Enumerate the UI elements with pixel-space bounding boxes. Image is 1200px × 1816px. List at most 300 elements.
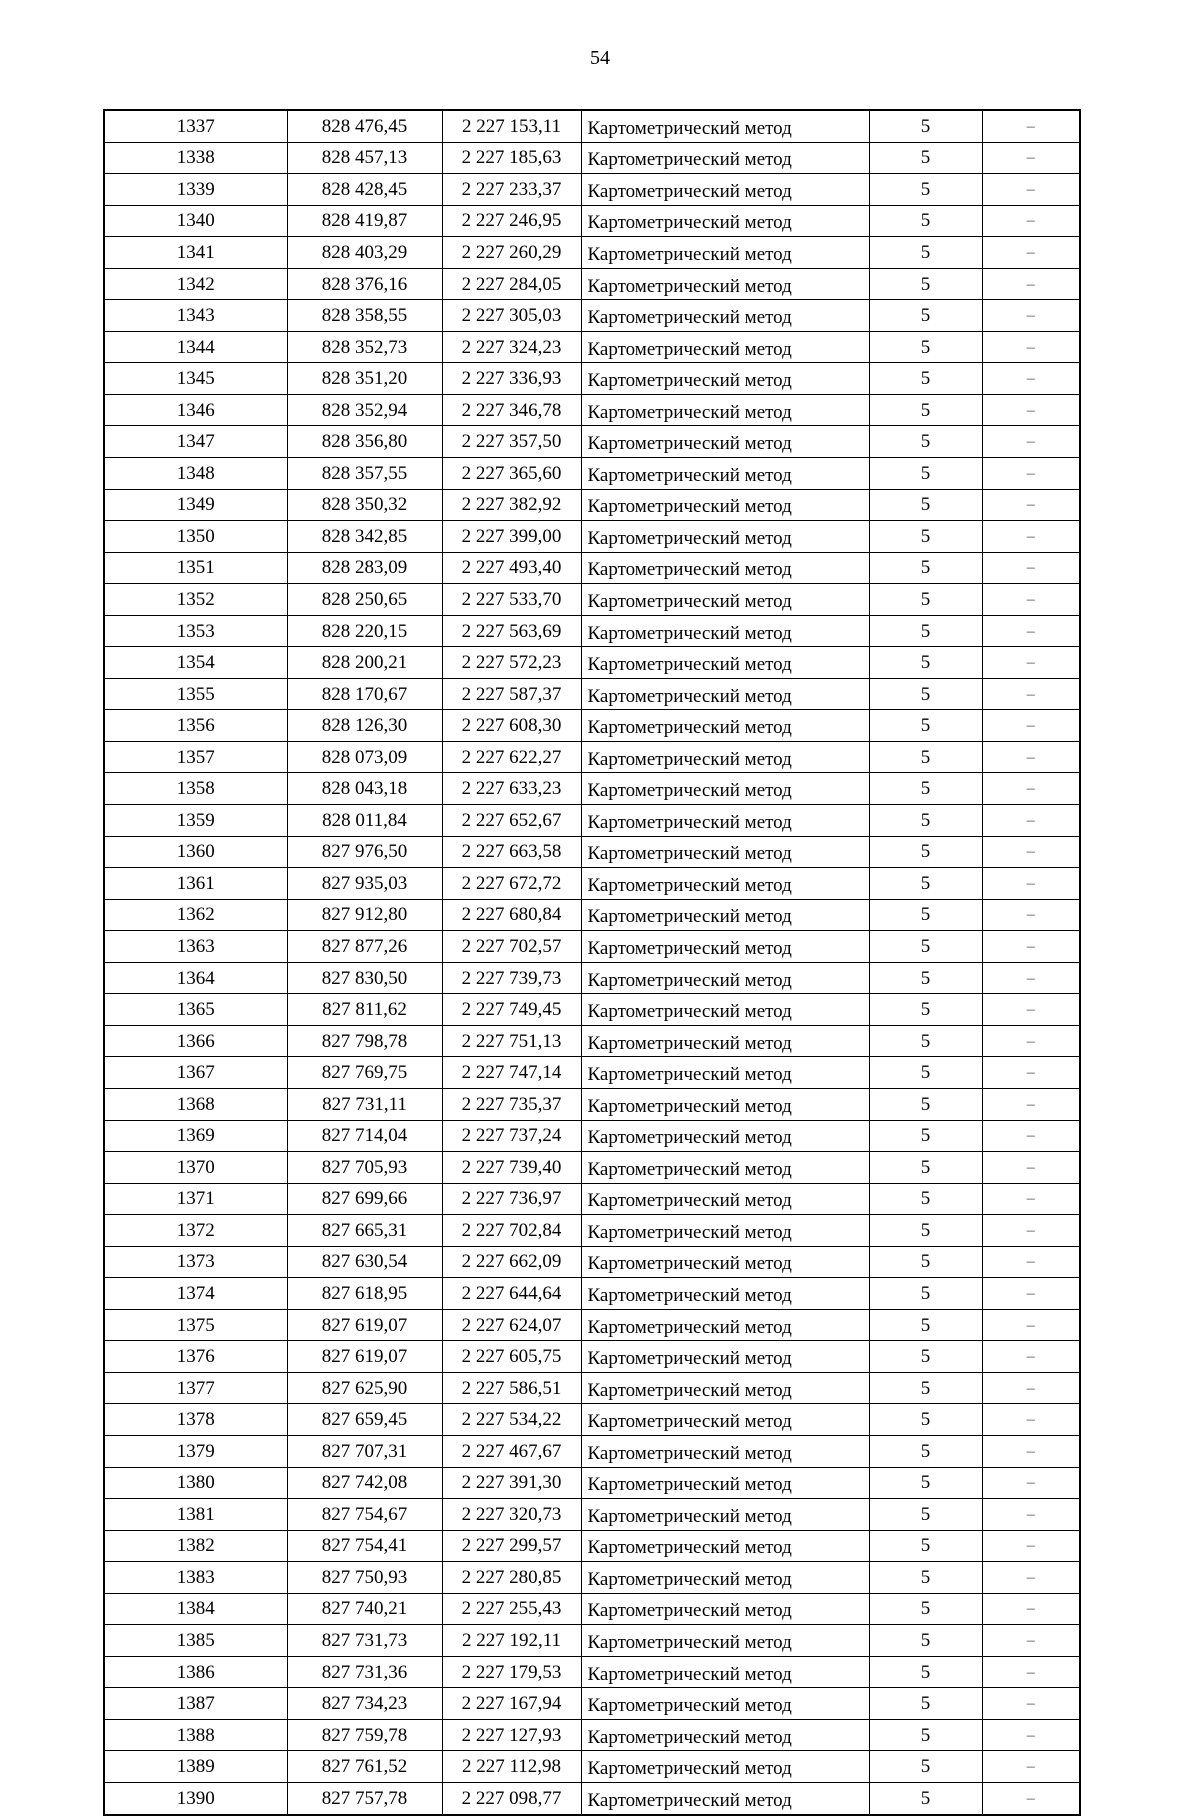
coordinate-x-cell: 828 352,73 bbox=[287, 331, 442, 363]
method-cell: Картометрический метод bbox=[581, 678, 869, 710]
table-row bbox=[104, 994, 1080, 1026]
coordinate-y-cell: 2 227 098,77 bbox=[442, 1782, 581, 1814]
table-row bbox=[104, 773, 1080, 805]
note-cell: – bbox=[982, 331, 1080, 363]
method-cell: Картометрический метод bbox=[581, 710, 869, 742]
method-cell: Картометрический метод bbox=[581, 458, 869, 490]
note-cell: – bbox=[982, 1435, 1080, 1467]
coordinate-y-cell: 2 227 652,67 bbox=[442, 805, 581, 837]
point-number-cell: 1339 bbox=[104, 174, 287, 206]
note-cell: – bbox=[982, 1562, 1080, 1594]
accuracy-cell: 5 bbox=[869, 363, 982, 395]
note-cell: – bbox=[982, 1782, 1080, 1814]
coordinate-x-cell: 828 350,32 bbox=[287, 489, 442, 521]
method-cell: Картометрический метод bbox=[581, 331, 869, 363]
coordinate-x-cell: 827 811,62 bbox=[287, 994, 442, 1026]
coordinate-x-cell: 827 731,36 bbox=[287, 1656, 442, 1688]
coordinate-x-cell: 828 250,65 bbox=[287, 584, 442, 616]
coordinate-x-cell: 827 734,23 bbox=[287, 1688, 442, 1720]
accuracy-cell: 5 bbox=[869, 1372, 982, 1404]
point-number-cell: 1348 bbox=[104, 458, 287, 490]
coordinate-x-cell: 827 707,31 bbox=[287, 1435, 442, 1467]
coordinate-y-cell: 2 227 185,63 bbox=[442, 142, 581, 174]
accuracy-cell: 5 bbox=[869, 110, 982, 142]
accuracy-cell: 5 bbox=[869, 868, 982, 900]
coordinate-y-cell: 2 227 305,03 bbox=[442, 300, 581, 332]
coordinate-x-cell: 828 476,45 bbox=[287, 110, 442, 142]
point-number-cell: 1350 bbox=[104, 521, 287, 553]
note-cell: – bbox=[982, 1372, 1080, 1404]
coordinate-y-cell: 2 227 533,70 bbox=[442, 584, 581, 616]
method-cell: Картометрический метод bbox=[581, 394, 869, 426]
note-cell: – bbox=[982, 1088, 1080, 1120]
coordinate-y-cell: 2 227 672,72 bbox=[442, 868, 581, 900]
coordinate-x-cell: 828 073,09 bbox=[287, 741, 442, 773]
coordinate-x-cell: 827 659,45 bbox=[287, 1404, 442, 1436]
point-number-cell: 1379 bbox=[104, 1435, 287, 1467]
note-cell: – bbox=[982, 1404, 1080, 1436]
method-cell: Картометрический метод bbox=[581, 1341, 869, 1373]
accuracy-cell: 5 bbox=[869, 647, 982, 679]
coordinate-x-cell: 827 618,95 bbox=[287, 1278, 442, 1310]
method-cell: Картометрический метод bbox=[581, 1183, 869, 1215]
method-cell: Картометрический метод bbox=[581, 1057, 869, 1089]
note-cell: – bbox=[982, 458, 1080, 490]
coordinate-x-cell: 827 619,07 bbox=[287, 1309, 442, 1341]
note-cell: – bbox=[982, 521, 1080, 553]
coordinate-y-cell: 2 227 749,45 bbox=[442, 994, 581, 1026]
coordinate-y-cell: 2 227 572,23 bbox=[442, 647, 581, 679]
coordinate-y-cell: 2 227 534,22 bbox=[442, 1404, 581, 1436]
table-row bbox=[104, 552, 1080, 584]
coordinate-y-cell: 2 227 702,84 bbox=[442, 1215, 581, 1247]
method-cell: Картометрический метод bbox=[581, 1467, 869, 1499]
coordinate-x-cell: 827 630,54 bbox=[287, 1246, 442, 1278]
coordinate-x-cell: 827 935,03 bbox=[287, 868, 442, 900]
method-cell: Картометрический метод bbox=[581, 300, 869, 332]
method-cell: Картометрический метод bbox=[581, 994, 869, 1026]
coordinate-y-cell: 2 227 739,40 bbox=[442, 1152, 581, 1184]
table-row bbox=[104, 1719, 1080, 1751]
note-cell: – bbox=[982, 1499, 1080, 1531]
point-number-cell: 1377 bbox=[104, 1372, 287, 1404]
method-cell: Картометрический метод bbox=[581, 1499, 869, 1531]
method-cell: Картометрический метод bbox=[581, 741, 869, 773]
point-number-cell: 1361 bbox=[104, 868, 287, 900]
method-cell: Картометрический метод bbox=[581, 1625, 869, 1657]
table-row bbox=[104, 1435, 1080, 1467]
note-cell: – bbox=[982, 174, 1080, 206]
note-cell: – bbox=[982, 1183, 1080, 1215]
method-cell: Картометрический метод bbox=[581, 142, 869, 174]
point-number-cell: 1370 bbox=[104, 1152, 287, 1184]
method-cell: Картометрический метод bbox=[581, 868, 869, 900]
method-cell: Картометрический метод bbox=[581, 426, 869, 458]
table-row bbox=[104, 1246, 1080, 1278]
accuracy-cell: 5 bbox=[869, 426, 982, 458]
point-number-cell: 1386 bbox=[104, 1656, 287, 1688]
point-number-cell: 1367 bbox=[104, 1057, 287, 1089]
coordinate-y-cell: 2 227 284,05 bbox=[442, 268, 581, 300]
table-row bbox=[104, 805, 1080, 837]
method-cell: Картометрический метод bbox=[581, 1593, 869, 1625]
point-number-cell: 1351 bbox=[104, 552, 287, 584]
table-row bbox=[104, 741, 1080, 773]
point-number-cell: 1372 bbox=[104, 1215, 287, 1247]
table-row bbox=[104, 1120, 1080, 1152]
coordinate-y-cell: 2 227 751,13 bbox=[442, 1025, 581, 1057]
note-cell: – bbox=[982, 205, 1080, 237]
method-cell: Картометрический метод bbox=[581, 1719, 869, 1751]
point-number-cell: 1375 bbox=[104, 1309, 287, 1341]
accuracy-cell: 5 bbox=[869, 899, 982, 931]
coordinate-y-cell: 2 227 736,97 bbox=[442, 1183, 581, 1215]
point-number-cell: 1369 bbox=[104, 1120, 287, 1152]
method-cell: Картометрический метод bbox=[581, 1278, 869, 1310]
note-cell: – bbox=[982, 1656, 1080, 1688]
point-number-cell: 1390 bbox=[104, 1782, 287, 1814]
accuracy-cell: 5 bbox=[869, 1120, 982, 1152]
accuracy-cell: 5 bbox=[869, 1688, 982, 1720]
method-cell: Картометрический метод bbox=[581, 1372, 869, 1404]
coordinate-x-cell: 827 750,93 bbox=[287, 1562, 442, 1594]
method-cell: Картометрический метод bbox=[581, 931, 869, 963]
method-cell: Картометрический метод bbox=[581, 1656, 869, 1688]
accuracy-cell: 5 bbox=[869, 836, 982, 868]
point-number-cell: 1388 bbox=[104, 1719, 287, 1751]
method-cell: Картометрический метод bbox=[581, 552, 869, 584]
coordinate-x-cell: 828 283,09 bbox=[287, 552, 442, 584]
method-cell: Картометрический метод bbox=[581, 1530, 869, 1562]
table-row bbox=[104, 1341, 1080, 1373]
accuracy-cell: 5 bbox=[869, 805, 982, 837]
point-number-cell: 1384 bbox=[104, 1593, 287, 1625]
coordinate-y-cell: 2 227 586,51 bbox=[442, 1372, 581, 1404]
accuracy-cell: 5 bbox=[869, 1593, 982, 1625]
coordinate-x-cell: 827 705,93 bbox=[287, 1152, 442, 1184]
method-cell: Картометрический метод bbox=[581, 615, 869, 647]
method-cell: Картометрический метод bbox=[581, 237, 869, 269]
note-cell: – bbox=[982, 962, 1080, 994]
point-number-cell: 1383 bbox=[104, 1562, 287, 1594]
table-row bbox=[104, 1309, 1080, 1341]
coordinate-x-cell: 828 126,30 bbox=[287, 710, 442, 742]
note-cell: – bbox=[982, 489, 1080, 521]
coordinate-y-cell: 2 227 605,75 bbox=[442, 1341, 581, 1373]
coordinate-x-cell: 827 759,78 bbox=[287, 1719, 442, 1751]
coordinate-y-cell: 2 227 493,40 bbox=[442, 552, 581, 584]
table-row bbox=[104, 710, 1080, 742]
point-number-cell: 1353 bbox=[104, 615, 287, 647]
method-cell: Картометрический метод bbox=[581, 805, 869, 837]
coordinate-y-cell: 2 227 192,11 bbox=[442, 1625, 581, 1657]
method-cell: Картометрический метод bbox=[581, 1435, 869, 1467]
method-cell: Картометрический метод bbox=[581, 836, 869, 868]
note-cell: – bbox=[982, 1246, 1080, 1278]
point-number-cell: 1362 bbox=[104, 899, 287, 931]
method-cell: Картометрический метод bbox=[581, 1152, 869, 1184]
table-row bbox=[104, 1499, 1080, 1531]
accuracy-cell: 5 bbox=[869, 331, 982, 363]
page-number: 54 bbox=[590, 47, 610, 69]
point-number-cell: 1341 bbox=[104, 237, 287, 269]
point-number-cell: 1358 bbox=[104, 773, 287, 805]
accuracy-cell: 5 bbox=[869, 1467, 982, 1499]
coordinate-y-cell: 2 227 299,57 bbox=[442, 1530, 581, 1562]
coordinate-y-cell: 2 227 346,78 bbox=[442, 394, 581, 426]
coordinate-y-cell: 2 227 167,94 bbox=[442, 1688, 581, 1720]
table-row bbox=[104, 1278, 1080, 1310]
coordinate-y-cell: 2 227 467,67 bbox=[442, 1435, 581, 1467]
coordinate-x-cell: 827 754,41 bbox=[287, 1530, 442, 1562]
accuracy-cell: 5 bbox=[869, 1530, 982, 1562]
coordinate-y-cell: 2 227 324,23 bbox=[442, 331, 581, 363]
table-row bbox=[104, 1372, 1080, 1404]
point-number-cell: 1387 bbox=[104, 1688, 287, 1720]
coordinate-y-cell: 2 227 280,85 bbox=[442, 1562, 581, 1594]
coordinate-x-cell: 827 699,66 bbox=[287, 1183, 442, 1215]
coordinate-y-cell: 2 227 357,50 bbox=[442, 426, 581, 458]
accuracy-cell: 5 bbox=[869, 1309, 982, 1341]
accuracy-cell: 5 bbox=[869, 1341, 982, 1373]
accuracy-cell: 5 bbox=[869, 773, 982, 805]
table-row bbox=[104, 962, 1080, 994]
coordinate-x-cell: 828 419,87 bbox=[287, 205, 442, 237]
point-number-cell: 1381 bbox=[104, 1499, 287, 1531]
table-row bbox=[104, 899, 1080, 931]
accuracy-cell: 5 bbox=[869, 1656, 982, 1688]
note-cell: – bbox=[982, 1057, 1080, 1089]
note-cell: – bbox=[982, 1719, 1080, 1751]
coordinate-x-cell: 827 665,31 bbox=[287, 1215, 442, 1247]
point-number-cell: 1376 bbox=[104, 1341, 287, 1373]
method-cell: Картометрический метод bbox=[581, 268, 869, 300]
point-number-cell: 1360 bbox=[104, 836, 287, 868]
note-cell: – bbox=[982, 899, 1080, 931]
note-cell: – bbox=[982, 300, 1080, 332]
coordinate-x-cell: 828 011,84 bbox=[287, 805, 442, 837]
point-number-cell: 1374 bbox=[104, 1278, 287, 1310]
table-row bbox=[104, 394, 1080, 426]
note-cell: – bbox=[982, 552, 1080, 584]
method-cell: Картометрический метод bbox=[581, 1562, 869, 1594]
note-cell: – bbox=[982, 1152, 1080, 1184]
coordinate-x-cell: 827 740,21 bbox=[287, 1593, 442, 1625]
table-row bbox=[104, 931, 1080, 963]
table-row bbox=[104, 1593, 1080, 1625]
coordinate-y-cell: 2 227 622,27 bbox=[442, 741, 581, 773]
method-cell: Картометрический метод bbox=[581, 174, 869, 206]
accuracy-cell: 5 bbox=[869, 1499, 982, 1531]
point-number-cell: 1357 bbox=[104, 741, 287, 773]
coordinate-y-cell: 2 227 680,84 bbox=[442, 899, 581, 931]
method-cell: Картометрический метод bbox=[581, 1688, 869, 1720]
point-number-cell: 1340 bbox=[104, 205, 287, 237]
point-number-cell: 1349 bbox=[104, 489, 287, 521]
accuracy-cell: 5 bbox=[869, 300, 982, 332]
coordinate-y-cell: 2 227 737,24 bbox=[442, 1120, 581, 1152]
point-number-cell: 1355 bbox=[104, 678, 287, 710]
accuracy-cell: 5 bbox=[869, 1435, 982, 1467]
note-cell: – bbox=[982, 805, 1080, 837]
note-cell: – bbox=[982, 1341, 1080, 1373]
accuracy-cell: 5 bbox=[869, 237, 982, 269]
method-cell: Картометрический метод bbox=[581, 489, 869, 521]
table-row bbox=[104, 584, 1080, 616]
method-cell: Картометрический метод bbox=[581, 647, 869, 679]
point-number-cell: 1344 bbox=[104, 331, 287, 363]
coordinate-x-cell: 828 358,55 bbox=[287, 300, 442, 332]
table-row bbox=[104, 647, 1080, 679]
coordinate-x-cell: 828 200,21 bbox=[287, 647, 442, 679]
method-cell: Картометрический метод bbox=[581, 773, 869, 805]
point-number-cell: 1378 bbox=[104, 1404, 287, 1436]
note-cell: – bbox=[982, 268, 1080, 300]
accuracy-cell: 5 bbox=[869, 205, 982, 237]
point-number-cell: 1365 bbox=[104, 994, 287, 1026]
coordinate-y-cell: 2 227 179,53 bbox=[442, 1656, 581, 1688]
accuracy-cell: 5 bbox=[869, 268, 982, 300]
accuracy-cell: 5 bbox=[869, 1278, 982, 1310]
point-number-cell: 1352 bbox=[104, 584, 287, 616]
table-row bbox=[104, 110, 1080, 142]
point-number-cell: 1342 bbox=[104, 268, 287, 300]
point-number-cell: 1366 bbox=[104, 1025, 287, 1057]
accuracy-cell: 5 bbox=[869, 458, 982, 490]
note-cell: – bbox=[982, 868, 1080, 900]
accuracy-cell: 5 bbox=[869, 489, 982, 521]
coordinate-x-cell: 828 043,18 bbox=[287, 773, 442, 805]
note-cell: – bbox=[982, 1120, 1080, 1152]
note-cell: – bbox=[982, 647, 1080, 679]
table-row bbox=[104, 1088, 1080, 1120]
method-cell: Картометрический метод bbox=[581, 584, 869, 616]
point-number-cell: 1373 bbox=[104, 1246, 287, 1278]
method-cell: Картометрический метод bbox=[581, 1309, 869, 1341]
table-row bbox=[104, 237, 1080, 269]
note-cell: – bbox=[982, 1593, 1080, 1625]
table-row bbox=[104, 458, 1080, 490]
accuracy-cell: 5 bbox=[869, 710, 982, 742]
table-row bbox=[104, 1562, 1080, 1594]
table-row bbox=[104, 615, 1080, 647]
table-row bbox=[104, 678, 1080, 710]
coordinate-x-cell: 827 714,04 bbox=[287, 1120, 442, 1152]
coordinate-y-cell: 2 227 663,58 bbox=[442, 836, 581, 868]
coordinate-y-cell: 2 227 587,37 bbox=[442, 678, 581, 710]
method-cell: Картометрический метод bbox=[581, 1120, 869, 1152]
point-number-cell: 1338 bbox=[104, 142, 287, 174]
note-cell: – bbox=[982, 710, 1080, 742]
note-cell: – bbox=[982, 237, 1080, 269]
accuracy-cell: 5 bbox=[869, 1625, 982, 1657]
table-row bbox=[104, 205, 1080, 237]
note-cell: – bbox=[982, 584, 1080, 616]
point-number-cell: 1359 bbox=[104, 805, 287, 837]
method-cell: Картометрический метод bbox=[581, 1025, 869, 1057]
coordinates-table-body bbox=[104, 110, 1080, 1815]
point-number-cell: 1389 bbox=[104, 1751, 287, 1783]
coordinate-y-cell: 2 227 391,30 bbox=[442, 1467, 581, 1499]
table-row bbox=[104, 1751, 1080, 1783]
coordinate-y-cell: 2 227 127,93 bbox=[442, 1719, 581, 1751]
table-row bbox=[104, 868, 1080, 900]
coordinate-x-cell: 827 798,78 bbox=[287, 1025, 442, 1057]
table-row bbox=[104, 1530, 1080, 1562]
coordinate-y-cell: 2 227 399,00 bbox=[442, 521, 581, 553]
point-number-cell: 1337 bbox=[104, 110, 287, 142]
coordinate-x-cell: 828 357,55 bbox=[287, 458, 442, 490]
accuracy-cell: 5 bbox=[869, 521, 982, 553]
point-number-cell: 1354 bbox=[104, 647, 287, 679]
accuracy-cell: 5 bbox=[869, 1183, 982, 1215]
coordinate-x-cell: 828 351,20 bbox=[287, 363, 442, 395]
table-row bbox=[104, 300, 1080, 332]
note-cell: – bbox=[982, 1278, 1080, 1310]
point-number-cell: 1368 bbox=[104, 1088, 287, 1120]
accuracy-cell: 5 bbox=[869, 931, 982, 963]
point-number-cell: 1364 bbox=[104, 962, 287, 994]
coordinate-y-cell: 2 227 563,69 bbox=[442, 615, 581, 647]
coordinate-y-cell: 2 227 382,92 bbox=[442, 489, 581, 521]
point-number-cell: 1371 bbox=[104, 1183, 287, 1215]
coordinate-y-cell: 2 227 608,30 bbox=[442, 710, 581, 742]
method-cell: Картометрический метод bbox=[581, 205, 869, 237]
method-cell: Картометрический метод bbox=[581, 1088, 869, 1120]
coordinate-x-cell: 827 731,11 bbox=[287, 1088, 442, 1120]
note-cell: – bbox=[982, 1025, 1080, 1057]
accuracy-cell: 5 bbox=[869, 1246, 982, 1278]
coordinate-y-cell: 2 227 739,73 bbox=[442, 962, 581, 994]
accuracy-cell: 5 bbox=[869, 394, 982, 426]
note-cell: – bbox=[982, 615, 1080, 647]
coordinate-y-cell: 2 227 624,07 bbox=[442, 1309, 581, 1341]
point-number-cell: 1380 bbox=[104, 1467, 287, 1499]
note-cell: – bbox=[982, 773, 1080, 805]
note-cell: – bbox=[982, 678, 1080, 710]
accuracy-cell: 5 bbox=[869, 962, 982, 994]
coordinate-x-cell: 827 769,75 bbox=[287, 1057, 442, 1089]
table-row bbox=[104, 1467, 1080, 1499]
accuracy-cell: 5 bbox=[869, 584, 982, 616]
method-cell: Картометрический метод bbox=[581, 1404, 869, 1436]
point-number-cell: 1345 bbox=[104, 363, 287, 395]
coordinate-y-cell: 2 227 336,93 bbox=[442, 363, 581, 395]
table-row bbox=[104, 1404, 1080, 1436]
method-cell: Картометрический метод bbox=[581, 899, 869, 931]
note-cell: – bbox=[982, 1625, 1080, 1657]
coordinate-x-cell: 828 403,29 bbox=[287, 237, 442, 269]
coordinate-y-cell: 2 227 735,37 bbox=[442, 1088, 581, 1120]
table-row bbox=[104, 1183, 1080, 1215]
point-number-cell: 1385 bbox=[104, 1625, 287, 1657]
coordinate-x-cell: 827 912,80 bbox=[287, 899, 442, 931]
table-row bbox=[104, 1025, 1080, 1057]
table-row bbox=[104, 142, 1080, 174]
accuracy-cell: 5 bbox=[869, 1152, 982, 1184]
note-cell: – bbox=[982, 1688, 1080, 1720]
note-cell: – bbox=[982, 1215, 1080, 1247]
accuracy-cell: 5 bbox=[869, 741, 982, 773]
note-cell: – bbox=[982, 426, 1080, 458]
accuracy-cell: 5 bbox=[869, 1782, 982, 1814]
note-cell: – bbox=[982, 931, 1080, 963]
table-row bbox=[104, 1215, 1080, 1247]
accuracy-cell: 5 bbox=[869, 1025, 982, 1057]
table-row bbox=[104, 331, 1080, 363]
accuracy-cell: 5 bbox=[869, 174, 982, 206]
note-cell: – bbox=[982, 1751, 1080, 1783]
